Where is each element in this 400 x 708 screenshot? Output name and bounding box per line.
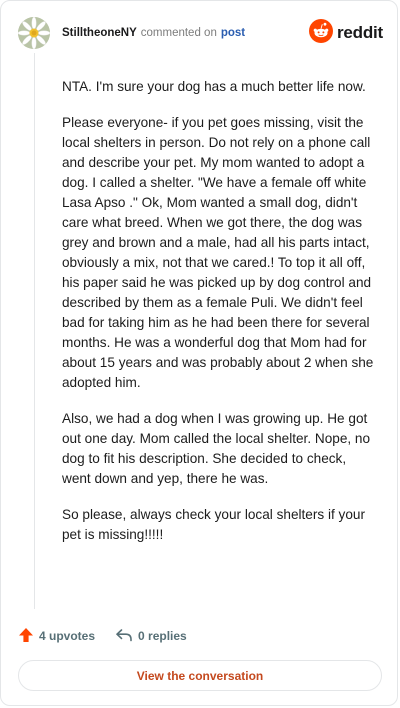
comment-footer bbox=[18, 625, 187, 647]
comment-paragraph: NTA. I'm sure your dog has a much better life now. bbox=[62, 79, 366, 94]
view-conversation-button[interactable]: View the conversation bbox=[18, 660, 382, 691]
reply-arrow-icon bbox=[115, 627, 133, 646]
comment-header bbox=[18, 15, 383, 51]
reddit-wordmark: reddit bbox=[336, 23, 383, 42]
upvote-count: 4 upvotes bbox=[39, 629, 96, 643]
post-link[interactable]: post bbox=[220, 27, 246, 39]
upvote-arrow-icon bbox=[18, 627, 34, 646]
reddit-brand-link[interactable] bbox=[309, 19, 383, 48]
comment-paragraph: Also, we had a dog when I was growing up. He got out one day. Mom called the local shelter. Nope, no dog to fit his description. She decided to check, went down and yep, there he was. bbox=[62, 411, 371, 486]
comment-paragraph: Please everyone- if you pet goes missing, visit the local shelters in person. Do not rely on a phone call and describe your pet. My mom wanted to adopt a dog. I called a shelter. "We have a female off white Lasa Apso ." Ok, Mom wanted a small dog, didn't care what breed. When we got there, the dog was grey and brown and a male, had all his parts intact, obviously a mix, not that we cared.! To top it all off, his paper said he was picked up by dog control and described by them as a female Puli. We didn't feel bad for taking him as he had been there for several months. He was a wonderful dog that Mom had for about 15 years and was probably about 2 when she adopted him. bbox=[62, 115, 374, 390]
comment-paragraph: So please, always check your local shelters if your pet is missing!!!!! bbox=[62, 507, 365, 542]
thread-line bbox=[34, 53, 35, 609]
upvote-stat[interactable] bbox=[18, 627, 95, 646]
user-avatar[interactable] bbox=[18, 17, 50, 49]
action-text: commented on bbox=[140, 27, 217, 39]
comment-body bbox=[62, 77, 374, 561]
reddit-logo-icon bbox=[309, 19, 333, 48]
reply-stat[interactable] bbox=[115, 627, 187, 646]
reply-count: 0 replies bbox=[138, 629, 187, 643]
comment-meta bbox=[62, 27, 309, 39]
username-link[interactable]: StilltheoneNY bbox=[62, 27, 137, 39]
